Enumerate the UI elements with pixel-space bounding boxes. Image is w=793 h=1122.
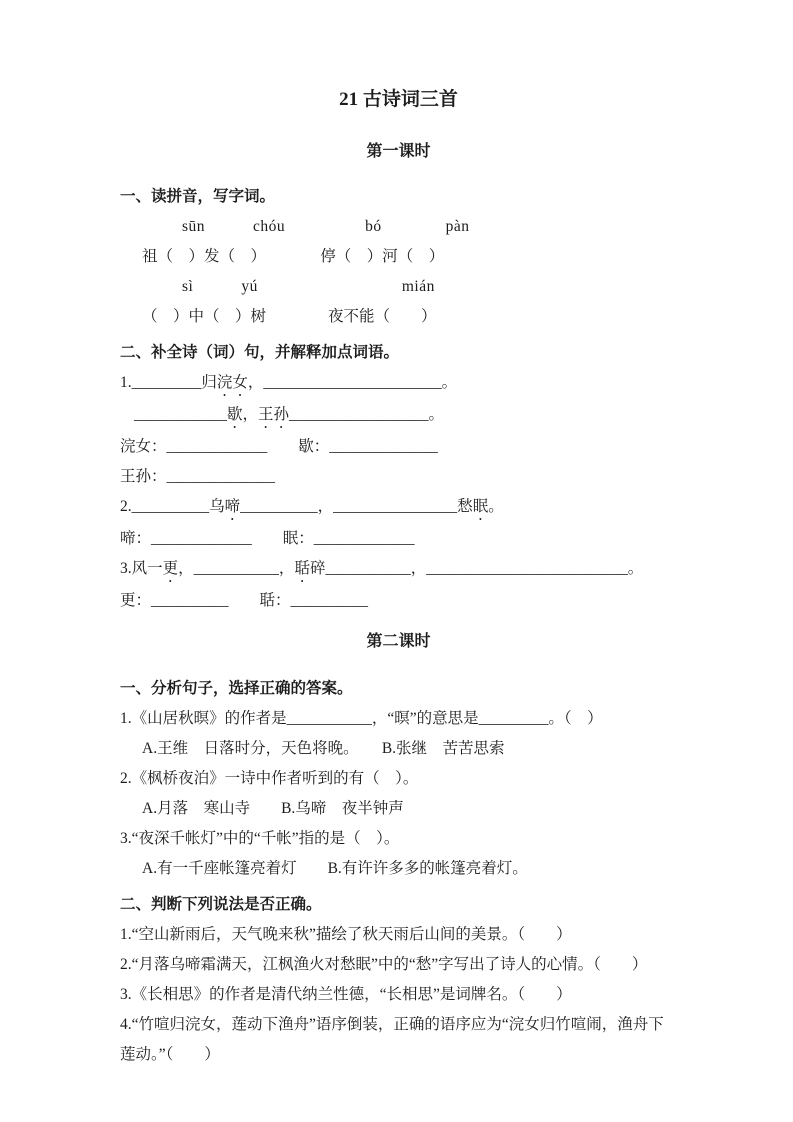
dotted-word: 聒 [294, 560, 310, 577]
choice-q2: 2.《枫桥夜泊》一诗中作者听到的有（ ）。 [120, 770, 419, 787]
judge-q4: 4.“竹喧归浣女，莲动下渔舟”语序倒装，正确的语序应为“浣女归竹喧闹，渔舟下莲动。”（ ） [120, 1016, 664, 1063]
text: 聒： [228, 592, 291, 609]
char-row-1: 祖（ ）发（ ） 停（ ）河（ ） [142, 248, 445, 265]
choice-q1-options: A.王维 日落时分，天色将晚。 B.张继 苦苦思索 [142, 740, 505, 757]
text: 啼： [120, 530, 152, 547]
part2-section1-heading: 一、分析句子，选择正确的答案。 [120, 680, 353, 697]
blank-line: __________ [240, 498, 318, 515]
text: ， [247, 374, 264, 391]
blank-line: _____________ [151, 530, 252, 547]
text: 。 [441, 374, 458, 391]
choice-q3-options: A.有一千座帐篷亮着灯 B.有许许多多的帐篷亮着灯。 [142, 860, 528, 877]
text: ， [317, 498, 334, 515]
blank-line: ______________ [166, 468, 276, 485]
part2-section2-heading: 二、判断下列说法是否正确。 [120, 896, 322, 913]
text: ， [278, 560, 295, 577]
blank-line: ____________ [134, 406, 227, 423]
dotted-word: 更 [162, 560, 179, 577]
judge-q2: 2.“月落乌啼霜满天，江枫渔火对愁眠”中的“愁”字写出了诗人的心情。（ ） [120, 956, 648, 973]
text: 碎 [309, 560, 326, 577]
explain-huannv-xie [120, 432, 677, 462]
blank-line: ___________ [193, 560, 279, 577]
part1-section2-heading: 二、补全诗（词）句，并解释加点词语。 [120, 344, 400, 361]
lesson2-heading: 第二课时 [366, 633, 431, 650]
blank-line: _____________ [313, 530, 415, 547]
text: 3.风一 [120, 560, 163, 577]
choice-q1 [120, 704, 677, 734]
blank-line: ___________ [286, 710, 372, 727]
fill-q3-line1 [120, 554, 677, 586]
blank-line: _________ [478, 710, 549, 727]
text: ， [242, 406, 259, 423]
choice-q2-options: A.月落 寒山寺 B.乌啼 夜半钟声 [142, 800, 404, 817]
blank-line: __________________ [289, 406, 429, 423]
text: 。（ ） [548, 710, 603, 727]
blank-line: __________________________ [426, 560, 628, 577]
text: 浣女： [120, 438, 167, 455]
text: ， [410, 560, 427, 577]
pinyin-row-1: sūn chóu bó pàn [182, 218, 470, 235]
blank-line: __________ [290, 592, 369, 609]
text: 王孙： [120, 468, 167, 485]
dotted-word: 眠 [472, 498, 489, 515]
blank-line: _____________ [166, 438, 268, 455]
dotted-word: 王孙 [258, 406, 290, 423]
fill-q1-line1 [120, 368, 677, 400]
blank-line: ___________ [325, 560, 411, 577]
text: 乌 [209, 498, 225, 515]
blank-line: _________ [131, 374, 202, 391]
lesson1-heading: 第一课时 [366, 143, 431, 160]
judge-q1: 1.“空山新雨后，天气晚来秋”描绘了秋天雨后山间的美景。（ ） [120, 926, 572, 943]
blank-line: _______________________ [263, 374, 442, 391]
text: ， [178, 560, 194, 577]
char-row-2: （ ）中（ ）树 夜不能（ ） [142, 308, 437, 325]
explain-wangsun [120, 462, 677, 492]
dotted-word: 歇 [227, 406, 243, 423]
text: 1.《山居秋暝》的作者是 [120, 710, 287, 727]
fill-q1-line2 [120, 400, 677, 432]
dotted-word: 浣女 [216, 374, 248, 391]
fill-q2-line1 [120, 492, 677, 524]
explain-ti-mian [120, 524, 677, 554]
text: 。 [488, 498, 504, 515]
judge-q3: 3.《长相思》的作者是清代纳兰性德，“长相思”是词牌名。（ ） [120, 986, 572, 1003]
text: 愁 [457, 498, 473, 515]
text: ，“暝”的意思是 [371, 710, 479, 727]
blank-line: __________ [131, 498, 210, 515]
text: 1. [120, 374, 132, 391]
explain-geng-guo [120, 586, 677, 616]
pinyin-row-2: sì yú mián [182, 278, 435, 295]
part1-section1-heading: 一、读拼音，写字词。 [120, 188, 276, 205]
text: 。 [627, 560, 644, 577]
text: 。 [428, 406, 445, 423]
text: 2. [120, 498, 132, 515]
blank-line: ______________ [329, 438, 438, 455]
blank-line: ________________ [333, 498, 458, 515]
dotted-word: 啼 [224, 498, 241, 515]
text: 歇： [267, 438, 330, 455]
doc-title: 21 古诗词三首 [339, 89, 458, 110]
text: 归 [201, 374, 217, 391]
text: 眠： [251, 530, 314, 547]
text: 更： [120, 592, 152, 609]
blank-line: __________ [151, 592, 229, 609]
choice-q3: 3.“夜深千帐灯”中的“千帐”指的是（ ）。 [120, 830, 400, 847]
